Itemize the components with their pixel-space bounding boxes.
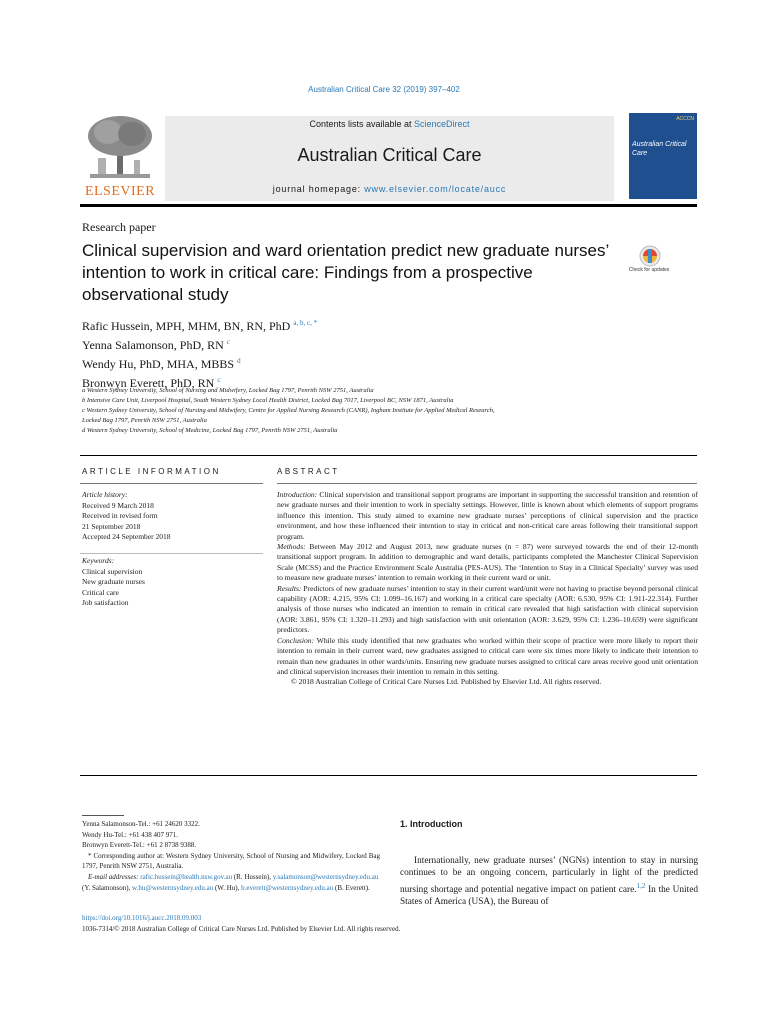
contents-line	[165, 119, 614, 129]
contents-prefix: Contents lists available at	[309, 119, 415, 129]
homepage-link[interactable]: www.elsevier.com/locate/aucc	[364, 184, 507, 194]
cover-title: Australian Critical Care	[632, 141, 687, 157]
abstract-copyright: © 2018 Australian College of Critical Care Nurses Ltd. Published by Elsevier Ltd. All rights reserved.	[291, 677, 602, 687]
email-owner: (W. Hu),	[213, 883, 242, 892]
cover-logo-text: ACCCN	[676, 116, 694, 122]
author-affiliation-marks[interactable]: c	[226, 338, 230, 346]
check-for-updates-icon[interactable]	[630, 244, 670, 284]
introduction-text: In the United States of America (USA), the Bureau of	[400, 884, 698, 908]
email-owner: (B. Everett).	[333, 883, 370, 892]
author-line	[82, 315, 317, 334]
footnote-rule	[82, 815, 124, 816]
abstract-rule	[277, 483, 697, 484]
abstract-section-label: Methods:	[277, 542, 306, 552]
abstract-body	[277, 490, 698, 688]
abstract-section-label: Introduction:	[277, 490, 318, 499]
publisher-logo-text: ELSEVIER	[84, 184, 156, 199]
author-list	[82, 315, 317, 391]
history-item: Received 9 March 2018	[82, 500, 154, 510]
author-affiliation-marks[interactable]: d	[237, 357, 241, 365]
introduction-heading: 1. Introduction	[400, 819, 463, 829]
doi-block	[82, 913, 682, 934]
homepage-prefix: journal homepage:	[272, 184, 365, 194]
abstract-section-label: Results:	[277, 583, 302, 593]
abstract-results	[277, 584, 698, 636]
footnote-emails	[82, 872, 380, 893]
email-owner: (R. Hussein),	[232, 872, 273, 881]
keywords	[82, 556, 262, 609]
section-rule	[80, 455, 697, 456]
author-affiliation-marks[interactable]: a, b, c, *	[293, 319, 318, 327]
author-affiliation-marks[interactable]: c	[217, 376, 221, 384]
issn-line: 1036-7314/© 2018 Australian College of Critical Care Nurses Ltd. Published by Elsevier Ltd. All rights reserved.	[82, 924, 401, 933]
email-link[interactable]: rafic.hussein@health.nsw.gov.au	[140, 872, 233, 881]
email-link[interactable]: y.salamonson@westernsydney.edu.au	[272, 872, 379, 881]
history-item: Received in revised form	[82, 511, 158, 520]
check-for-updates-label[interactable]: Check for updates	[628, 267, 670, 273]
affiliation: c Western Sydney University, School of Nursing and Midwifery, Centre for Applied Nursing Research (CANR), Ingham Institute for Applied Medical Research,	[82, 407, 495, 414]
paper-type: Research paper	[82, 220, 156, 234]
footnote-tel: Wendy Hu-Tel.: +61 438 407 971.	[82, 830, 179, 839]
sciencedirect-link[interactable]: ScienceDirect	[414, 119, 470, 129]
article-info-rule	[80, 483, 263, 484]
email-owner: (Y. Salamonson),	[82, 883, 133, 892]
abstract-section-text: While this study identified that new graduates who worked within their scope of practice were more likely to report their intention to remain in their current ward, new graduates assigned to critical care were six times more likely to indicate their intention to remain than new graduates in other wards/units. Ensuring new graduate nurses assigned to critical care areas receive good unit orientation and clinical supervision increases their intention to remain in this setting.	[277, 635, 698, 676]
article-history	[82, 490, 262, 543]
abstract-section-text: Predictors of new graduate nurses’ intention to stay in their current ward/unit were not having to practise beyond personal clinical capability (AOR: 4.215, 95% CI: 1.099–16.167) and working in a critical care specialty (AOR: 6.530, 95% CI: 1.911-22.314). Further analysis of those nurses who indicated an intention to remain in critical care revealed that high satisfaction with clinical supervision (AOR: 3.861, 95% CI: 1.320–11.293) and high satisfaction with unit orientation (AOR: 3.629, 95% CI: 1.236–10.659) were significant predictors.	[277, 583, 698, 635]
email-link[interactable]: w.hu@westernsydney.edu.au	[132, 883, 214, 892]
author-name: Wendy Hu, PhD, MHA, MBBS	[82, 357, 235, 371]
history-label: Article history:	[82, 490, 128, 499]
abstract-section-text: Clinical supervision and transitional support programs are important in supporting the successful transition and retention of new graduate nurses and their intention to work in specialty settings. However, little is known about which elements of support programs influence this intention. This study aimed to examine new graduate nurses’ perceptions of clinical supervision and the practice environment, and how these influenced their intention to stay in critical and non-critical care areas following their transitional support program.	[277, 490, 698, 541]
keywords-rule	[80, 553, 263, 554]
keyword: Clinical supervision	[82, 566, 143, 576]
doi-link[interactable]: https://doi.org/10.1016/j.aucc.2018.09.003	[82, 914, 202, 922]
homepage-line	[165, 184, 614, 194]
affiliation: Locked Bag 1797, Penrith NSW 2751, Australia	[82, 417, 207, 424]
introduction-paragraph	[400, 855, 698, 909]
introduction-text: Internationally, new graduate nurses’ (NGNs) intention to stay in nursing continues to be an ongoing concern, particularly in light of the predicted nursing shortage and potential negative impact on patient care.	[400, 856, 698, 895]
abstract-conclusion	[277, 636, 698, 678]
author-name: Bronwyn Everett, PhD, RN	[82, 376, 215, 390]
abstract-methods	[277, 542, 698, 584]
keyword: Critical care	[82, 587, 119, 597]
author-name: Rafic Hussein, MPH, MHM, BN, RN, PhD	[82, 319, 291, 333]
keyword: New graduate nurses	[82, 577, 145, 586]
author-line	[82, 334, 317, 353]
affiliation: a Western Sydney University, School of Nursing and Midwifery, Locked Bag 1797, Penrith NSW 2751, Australia	[82, 387, 374, 394]
history-item: Accepted 24 September 2018	[82, 532, 171, 541]
paper-title: Clinical supervision and ward orientation predict new graduate nurses’ intention to work in critical care: Findings from a prospective observational study	[82, 241, 609, 304]
abstract-introduction	[277, 490, 698, 542]
keyword: Job satisfaction	[82, 598, 129, 607]
email-link[interactable]: b.everett@westernsydney.edu.au	[241, 883, 334, 892]
abstract-heading: ABSTRACT	[277, 467, 340, 476]
affiliation: b Intensive Care Unit, Liverpool Hospital, South Western Sydney Local Health District, Locked Bag 7017, Liverpool BC, NSW 1871, Australia	[82, 397, 454, 404]
author-line	[82, 353, 317, 372]
article-info-heading: ARTICLE INFORMATION	[82, 467, 221, 476]
footnotes	[82, 819, 380, 893]
affiliation: d Western Sydney University, School of Medicine, Locked Bag 1797, Penrith NSW 2751, Australia	[82, 427, 338, 434]
keywords-label: Keywords:	[82, 556, 115, 565]
footnote-corresponding: * Corresponding author at: Western Sydney University, School of Nursing and Midwifery, Locked Bag 1797, Penrith NSW 2751, Australia.	[82, 851, 380, 871]
abstract-section-text: Between May 2012 and August 2013, new graduate nurses (n = 87) were surveyed towards the end of their 12-month transitional support program. In addition to demographic and ward details, participants completed the Manchester Clinical Supervision Scale (MCSS) and the Practice Environment Scale Australia (PES-AUS). The ‘Intention to Stay in a Clinical Specialty’ survey was used to measure new graduate nurses’ intention to remain working in their current ward or unit.	[277, 542, 698, 583]
footnote-tel: Yenna Salamonson-Tel.: +61 24620 3322.	[82, 820, 200, 828]
reference-link[interactable]: 1,2	[636, 881, 646, 890]
journal-citation[interactable]: Australian Critical Care 32 (2019) 397–402	[308, 85, 460, 94]
journal-title: Australian Critical Care	[297, 145, 482, 165]
author-name: Yenna Salamonson, PhD, RN	[82, 338, 224, 352]
header-rule	[80, 204, 697, 207]
affiliations	[82, 386, 702, 436]
abstract-section-label: Conclusion:	[277, 635, 315, 645]
footnote-tel: Bronwyn Everett-Tel.: +61 2 8738 9388.	[82, 841, 197, 850]
section-rule	[80, 775, 697, 776]
history-item: 21 September 2018	[82, 521, 141, 531]
email-label: E-mail addresses:	[88, 872, 139, 881]
